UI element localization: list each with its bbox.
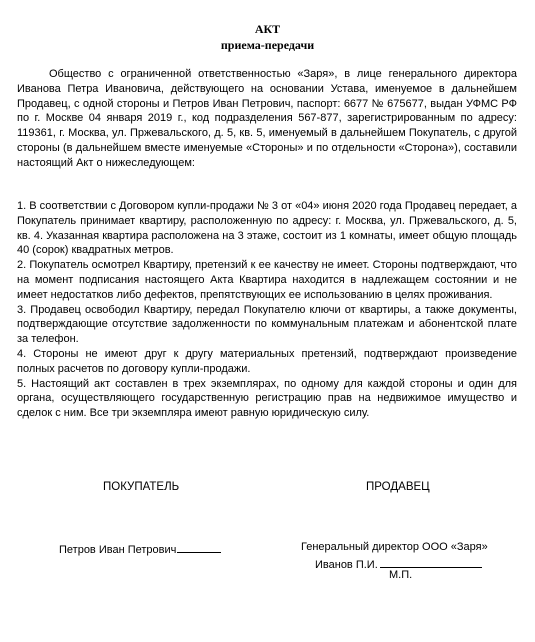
buyer-signature-block: [59, 541, 221, 556]
clause-1: 1. В соответствии с Договором купли-продажи № 3 от «04» июня 2020 года Продавец передает, а Покупатель принимает квартиру, расположенную по адресу: г. Москва, ул. Пржевальского, д. 5, кв. 4. Указанная квартира расположена на 3 этаже, состоит из 1 комнаты, имеет общую площадь 40 (сорок) квадратных метров.: [17, 200, 517, 257]
seller-label: ПРОДАВЕЦ: [366, 481, 430, 493]
clause-3: 3. Продавец освободил Квартиру, передал Покупателю ключи от квартиры, а также документы, подтверждающие отсутствие задолженности по коммунальным платежам и абонентской плате за телефон.: [17, 303, 517, 346]
buyer-signature-line: [177, 541, 221, 553]
clause-2: 2. Покупатель осмотрел Квартиру, претензий к ее качеству не имеет. Стороны подтверждают, что на момент подписания настоящего Акта Квартира находится в надлежащем состоянии и не имеет недостатков либо дефектов, препятствующих ее использованию в целях проживания.: [17, 259, 517, 301]
buyer-signature-name: Петров Иван Петрович: [59, 544, 177, 556]
stamp-label: М.П.: [389, 569, 413, 581]
seller-director-title: Генеральный директор ООО «Заря»: [301, 541, 488, 553]
seller-signature-name: Иванов П.И.: [315, 559, 378, 571]
document-subtitle: приема-передачи: [220, 38, 315, 52]
clause-5: 5. Настоящий акт составлен в трех экземплярах, по одному для каждой стороны и один для органа, осуществляющего государственную регистрацию прав на недвижимое имущество и сделок с ним. Все три экземпляра имеют равную юридическую силу.: [17, 377, 517, 420]
buyer-label: ПОКУПАТЕЛЬ: [103, 481, 180, 493]
document-title: АКТ: [254, 22, 281, 36]
clause-4: 4. Стороны не имеют друг к другу материальных претензий, подтверждают произведение полных расчетов по договору купли-продажи.: [17, 347, 517, 375]
intro-paragraph: Общество с ограниченной ответственностью «Заря», в лице генерального директора Иванова Петра Ивановича, действующего на основании Устава, именуемое в дальнейшем Продавец, с одной стороны и Петров Иван Петрович, паспорт: 6677 № 675677, выдан УФМС РФ по г. Москве 04 января 2019 г., код подразделения 567-877, зарегистрированным по адресу: 119361, г. Москва, ул. Пржевальского, д. 5, кв. 5, именуемый в дальнейшем Покупатель, с другой стороны (в дальнейшем вместе именуемые «Стороны» и по отдельности «Сторона»), составили настоящий Акт о нижеследующем:: [17, 68, 517, 169]
seller-signature-line: [380, 556, 482, 568]
clauses-list: [17, 199, 517, 421]
